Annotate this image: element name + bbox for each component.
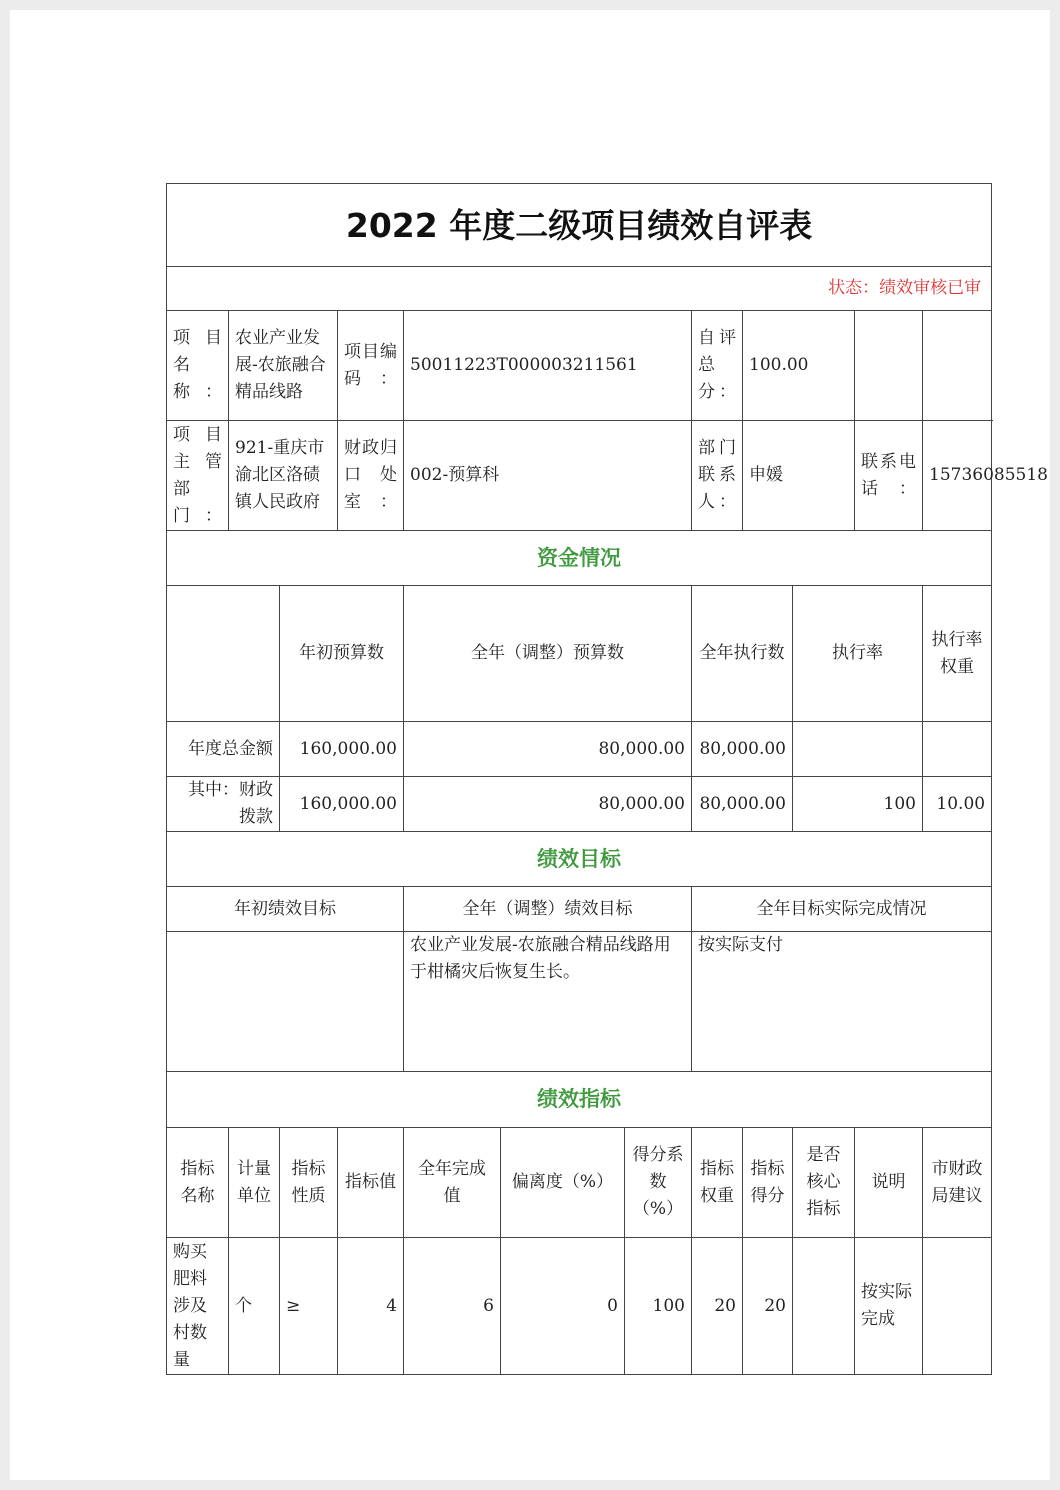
funds-row-label: 年度总金额 <box>167 722 280 777</box>
status-badge: 状态：绩效审核已审 <box>167 267 992 311</box>
funds-cell: 80,000.00 <box>404 722 692 777</box>
indicator-cell: 100 <box>625 1238 692 1375</box>
targets-header: 全年目标实际完成情况 <box>692 887 992 932</box>
funds-header: 年初预算数 <box>280 586 404 722</box>
indicator-header: 是否核心指标 <box>793 1128 855 1238</box>
actual-completion: 按实际支付 <box>692 932 992 1072</box>
indicator-header: 全年完成值 <box>404 1128 501 1238</box>
indicator-header: 指标名称 <box>167 1128 229 1238</box>
indicator-cell: 个 <box>229 1238 280 1375</box>
indicator-header: 偏离度（%） <box>501 1128 625 1238</box>
funds-cell <box>793 722 923 777</box>
contact-value: 申媛 <box>743 421 855 531</box>
targets-section-title: 绩效目标 <box>167 832 992 887</box>
indicator-header: 说明 <box>855 1128 923 1238</box>
funds-section-title: 资金情况 <box>167 531 992 586</box>
indicator-cell: ≥ <box>280 1238 338 1375</box>
funds-cell <box>923 722 992 777</box>
funds-cell: 160,000.00 <box>280 722 404 777</box>
dept-label: 项目主管部门： <box>167 421 229 531</box>
project-code-label: 项目编码： <box>338 311 404 421</box>
targets-header: 年初绩效目标 <box>167 887 404 932</box>
funds-cell: 100 <box>793 777 923 832</box>
dept-value: 921-重庆市渝北区洛碛镇人民政府 <box>229 421 338 531</box>
indicator-header: 指标值 <box>338 1128 404 1238</box>
indicator-cell: 4 <box>338 1238 404 1375</box>
empty-cell <box>923 311 992 421</box>
funds-cell: 10.00 <box>923 777 992 832</box>
document-page <box>10 10 1050 1480</box>
project-name-value: 农业产业发展-农旅融合精品线路 <box>229 311 338 421</box>
indicator-header: 指标权重 <box>692 1128 743 1238</box>
funds-header: 全年（调整）预算数 <box>404 586 692 722</box>
initial-target <box>167 932 404 1072</box>
contact-label: 部门联系人： <box>692 421 743 531</box>
evaluation-table <box>166 183 1048 1375</box>
funds-header: 执行率权重 <box>923 586 992 722</box>
empty-cell <box>855 311 923 421</box>
indicators-section-title: 绩效指标 <box>167 1072 992 1128</box>
funds-header: 执行率 <box>793 586 923 722</box>
indicator-cell: 20 <box>743 1238 793 1375</box>
office-value: 002-预算科 <box>404 421 692 531</box>
office-label: 财政归口处室： <box>338 421 404 531</box>
funds-cell: 80,000.00 <box>692 777 793 832</box>
phone-value: 15736085518 <box>923 421 992 531</box>
funds-row-label: 其中：财政拨款 <box>167 777 280 832</box>
document-title: 2022 年度二级项目绩效自评表 <box>167 184 992 267</box>
score-value: 100.00 <box>743 311 855 421</box>
score-label: 自评总分： <box>692 311 743 421</box>
funds-header <box>167 586 280 722</box>
indicator-cell: 购买肥料涉及村数量 <box>167 1238 229 1375</box>
indicator-cell: 按实际完成 <box>855 1238 923 1375</box>
targets-header: 全年（调整）绩效目标 <box>404 887 692 932</box>
funds-header: 全年执行数 <box>692 586 793 722</box>
project-name-label: 项目名称： <box>167 311 229 421</box>
indicator-header: 计量单位 <box>229 1128 280 1238</box>
indicator-cell: 20 <box>692 1238 743 1375</box>
indicator-header: 得分系数（%） <box>625 1128 692 1238</box>
indicator-header: 指标得分 <box>743 1128 793 1238</box>
indicator-header: 市财政局建议 <box>923 1128 992 1238</box>
funds-cell: 80,000.00 <box>404 777 692 832</box>
indicator-cell <box>793 1238 855 1375</box>
funds-cell: 80,000.00 <box>692 722 793 777</box>
indicator-cell: 0 <box>501 1238 625 1375</box>
adjusted-target: 农业产业发展-农旅融合精品线路用于柑橘灾后恢复生长。 <box>404 932 692 1072</box>
indicator-cell <box>923 1238 992 1375</box>
funds-cell: 160,000.00 <box>280 777 404 832</box>
project-code-value: 50011223T000003211561 <box>404 311 692 421</box>
indicator-cell: 6 <box>404 1238 501 1375</box>
indicator-header: 指标性质 <box>280 1128 338 1238</box>
phone-label: 联系电话： <box>855 421 923 531</box>
